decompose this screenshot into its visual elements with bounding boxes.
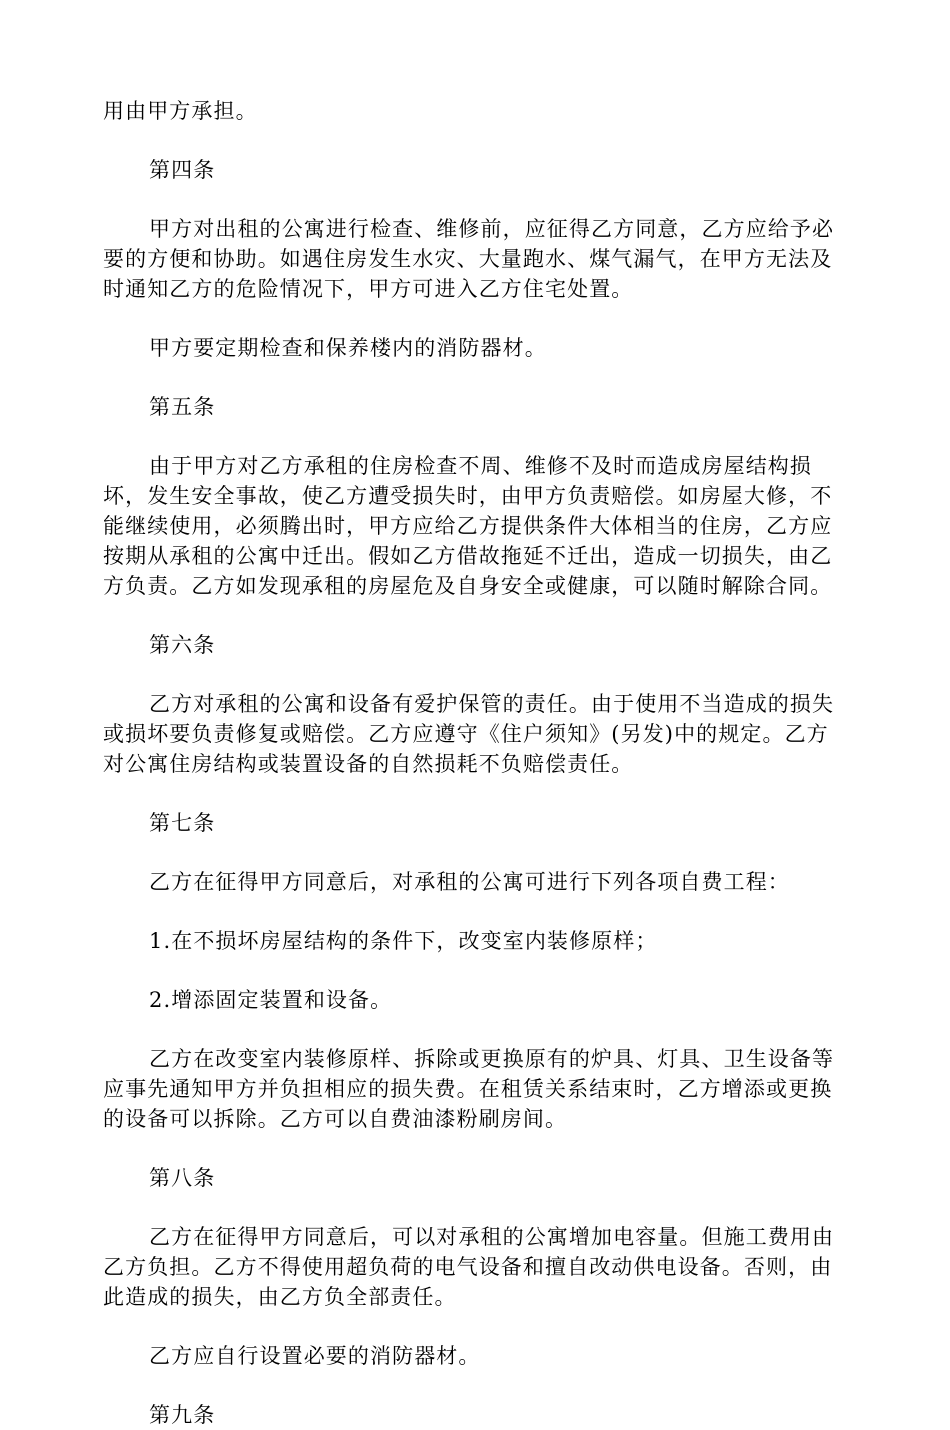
article-7-paragraph-2: 乙方在改变室内装修原样、拆除或更换原有的炉具、灯具、卫生设备等应事先通知甲方并负担相应的损失费。在租赁关系结束时，乙方增添或更换的设备可以拆除。乙方可以自费油漆粉刷房间。	[103, 1047, 835, 1131]
article-heading-5: 第五条	[149, 395, 216, 419]
article-4-paragraph-2: 甲方要定期检查和保养楼内的消防器材。	[149, 336, 547, 360]
article-6-paragraph-1: 乙方对承租的公寓和设备有爱护保管的责任。由于使用不当造成的损失或损坏要负责修复或赔偿。乙方应遵守《住户须知》(另发)中的规定。乙方对公寓住房结构或装置设备的自然损耗不负赔偿责任。	[103, 692, 835, 776]
article-5-paragraph-1: 由于甲方对乙方承租的住房检查不周、维修不及时而造成房屋结构损坏，发生安全事故，使乙方遭受损失时，由甲方负责赔偿。如房屋大修，不能继续使用，必须腾出时，甲方应给乙方提供条件大体相当的住房，乙方应按期从承租的公寓中迁出。假如乙方借故拖延不迁出，造成一切损失，由乙方负责。乙方如发现承租的房屋危及自身安全或健康，可以随时解除合同。	[103, 454, 833, 598]
article-7-item-2: 2.增添固定装置和设备。	[149, 988, 393, 1012]
paragraph-continuation: 用由甲方承担。	[103, 99, 258, 123]
article-7-item-1: 1.在不损坏房屋结构的条件下，改变室内装修原样；	[149, 929, 658, 953]
article-4-paragraph-1: 甲方对出租的公寓进行检查、维修前，应征得乙方同意，乙方应给予必要的方便和协助。如遇住房发生水灾、大量跑水、煤气漏气，在甲方无法及时通知乙方的危险情况下，甲方可进入乙方住宅处置。	[103, 217, 835, 301]
article-heading-6: 第六条	[149, 633, 216, 657]
article-heading-4: 第四条	[149, 158, 216, 182]
article-heading-8: 第八条	[149, 1166, 216, 1190]
article-7-paragraph-1: 乙方在征得甲方同意后，对承租的公寓可进行下列各项自费工程：	[149, 870, 790, 894]
article-8-paragraph-2: 乙方应自行设置必要的消防器材。	[149, 1344, 481, 1368]
article-heading-7: 第七条	[149, 811, 216, 835]
article-heading-9: 第九条	[149, 1403, 216, 1427]
article-8-paragraph-1: 乙方在征得甲方同意后，可以对承租的公寓增加电容量。但施工费用由乙方负担。乙方不得使用超负荷的电气设备和擅自改动供电设备。否则，由此造成的损失，由乙方负全部责任。	[103, 1225, 835, 1309]
